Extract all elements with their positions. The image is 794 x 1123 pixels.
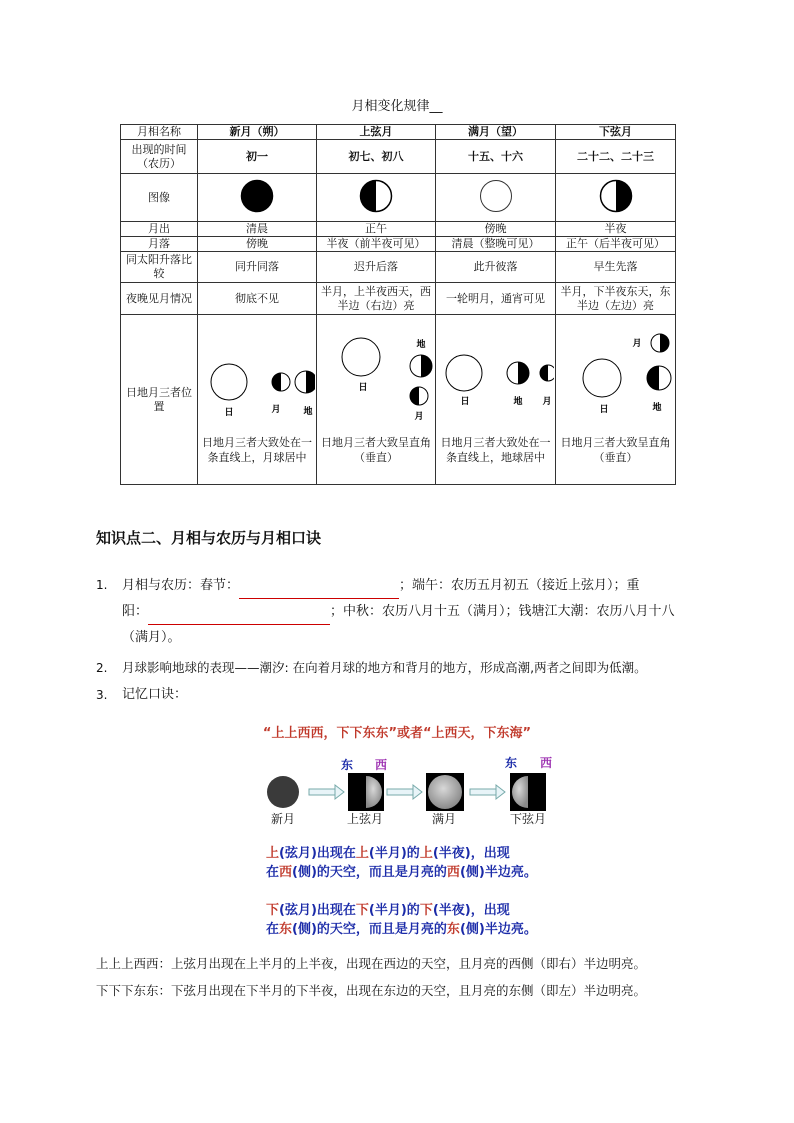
table-row — [121, 237, 676, 252]
row-label: 同太阳升落比较 — [121, 252, 198, 283]
first-quarter-image — [317, 174, 436, 222]
sun-label: 日 — [599, 405, 609, 415]
phase-diagram — [0, 752, 794, 832]
cell: 清晨（整晚可见） — [436, 237, 556, 252]
position-desc: 日地月三者大致处在一条直线上，地球居中 — [440, 436, 551, 464]
cell: 傍晚 — [436, 222, 556, 237]
summary — [96, 950, 716, 1004]
earth-label: 地 — [303, 407, 313, 417]
position-full-moon — [436, 315, 556, 485]
cell: 正午（后半夜可见） — [556, 237, 676, 252]
position-first-quarter — [317, 315, 436, 485]
item-number: 3. — [96, 688, 108, 702]
arrow-icon — [309, 785, 344, 799]
earth-label: 地 — [416, 340, 426, 350]
cell: 清晨 — [198, 222, 317, 237]
cell: 迟升后落 — [317, 252, 436, 283]
cell: 彻底不见 — [198, 283, 317, 315]
row-label: 夜晚见月情况 — [121, 283, 198, 315]
header-last-quarter: 下弦月 — [556, 125, 676, 140]
row-label: 日地月三者位置 — [121, 315, 198, 485]
item-number: 2. — [96, 661, 108, 675]
item-number: 1. — [96, 578, 108, 592]
header-full-moon: 满月（望） — [436, 125, 556, 140]
table-row — [121, 252, 676, 283]
moon-label: 月 — [542, 397, 552, 407]
sun-label: 日 — [224, 408, 234, 418]
earth-label: 地 — [652, 403, 662, 413]
mnemonic-slogan: “上上西西，下下东东”或者“上西天，下东海” — [262, 726, 532, 741]
earth-label: 地 — [513, 397, 523, 407]
new-moon-icon — [267, 776, 299, 808]
last-quarter-label: 下弦月 — [510, 812, 547, 826]
moon-label: 月 — [271, 405, 281, 415]
rule-first-quarter: 上(弦月)出现在上(半月)的上(半夜)，出现 在西(侧)的天空，而且是月亮的西(侧)半边亮。 — [266, 846, 537, 880]
row-label: 出现的时间（农历） — [121, 140, 198, 174]
cell: 半夜（前半夜可见） — [317, 237, 436, 252]
item-2: 月球影响地球的表现——潮汐: 在向着月球的地方和背月的地方，形成高潮,两者之间即为低潮。 — [122, 660, 647, 675]
new-moon-label: 新月 — [271, 812, 296, 826]
position-new-moon — [198, 315, 317, 485]
spring-festival-blank[interactable] — [239, 582, 399, 599]
summary-last-quarter: 下下下东东：下弦月出现在下半月的下半夜，出现在东边的天空，且月亮的东侧（即左）半边明亮。 — [96, 983, 647, 998]
full-moon-image — [436, 174, 556, 222]
chongyang-blank[interactable] — [148, 608, 330, 625]
cell: 初一 — [198, 140, 317, 174]
item-3: 记忆口诀： — [122, 687, 188, 702]
header-first-quarter: 上弦月 — [317, 125, 436, 140]
position-desc: 日地月三者大致呈直角（垂直） — [321, 436, 431, 464]
table-row — [121, 140, 676, 174]
sun-label: 日 — [358, 383, 368, 393]
item-1: 月相与农历：春节： ；端午：农历五月初五（接近上弦月）；重 阳： ；中秋：农历八月十五（满月）；钱塘江大潮：农历八月十八 （满月）。 — [122, 578, 675, 645]
cell: 半月，下半夜东天，东半边（左边）亮 — [556, 283, 676, 315]
cell: 十五、十六 — [436, 140, 556, 174]
moon-label: 月 — [632, 339, 642, 349]
table-caption: 月相变化规律__ — [351, 99, 443, 114]
cell: 同升同落 — [198, 252, 317, 283]
cell: 半夜 — [556, 222, 676, 237]
header-label: 月相名称 — [121, 125, 198, 140]
full-moon-icon — [428, 775, 462, 809]
full-moon-label: 满月 — [432, 812, 457, 826]
table-row-image — [121, 174, 676, 222]
position-desc: 日地月三者大致呈直角（垂直） — [560, 436, 671, 464]
table-header-row — [121, 125, 676, 140]
rule-last-quarter: 下(弦月)出现在下(半月)的下(半夜)，出现 在东(侧)的天空，而且是月亮的东(侧)半边亮。 — [266, 903, 537, 937]
cell: 正午 — [317, 222, 436, 237]
cell: 一轮明月，通宵可见 — [436, 283, 556, 315]
row-label: 月出 — [121, 222, 198, 237]
phase-sequence — [260, 770, 560, 814]
cell: 二十二、二十三 — [556, 140, 676, 174]
section-title: 知识点二、月相与农历与月相口诀 — [96, 529, 322, 547]
cell: 半月，上半夜西天，西半边（右边）亮 — [317, 283, 436, 315]
table-row-positions — [121, 315, 676, 485]
summary-first-quarter: 上上上西西：上弦月出现在上半月的上半夜，出现在西边的天空，且月亮的西侧（即右）半边明亮。 — [96, 956, 647, 971]
east-label: 东 — [341, 758, 354, 772]
row-label: 图像 — [121, 174, 198, 222]
cell: 初七、初八 — [317, 140, 436, 174]
arrow-icon — [470, 785, 505, 799]
position-last-quarter — [556, 315, 676, 485]
table-row — [121, 283, 676, 315]
west-label: 西 — [375, 758, 388, 772]
cell: 此升彼落 — [436, 252, 556, 283]
row-label: 月落 — [121, 237, 198, 252]
moon-label: 月 — [414, 412, 424, 422]
cell: 傍晚 — [198, 237, 317, 252]
header-new-moon: 新月（朔） — [198, 125, 317, 140]
first-quarter-label: 上弦月 — [347, 812, 384, 826]
sun-label: 日 — [460, 397, 470, 407]
arrow-icon — [387, 785, 422, 799]
west-label: 西 — [540, 756, 553, 770]
new-moon-image — [198, 174, 317, 222]
moon-phase-table — [120, 124, 676, 485]
east-label: 东 — [505, 756, 518, 770]
table-row — [121, 222, 676, 237]
last-quarter-image — [556, 174, 676, 222]
cell: 早生先落 — [556, 252, 676, 283]
position-desc: 日地月三者大致处在一条直线上，月球居中 — [202, 436, 312, 464]
